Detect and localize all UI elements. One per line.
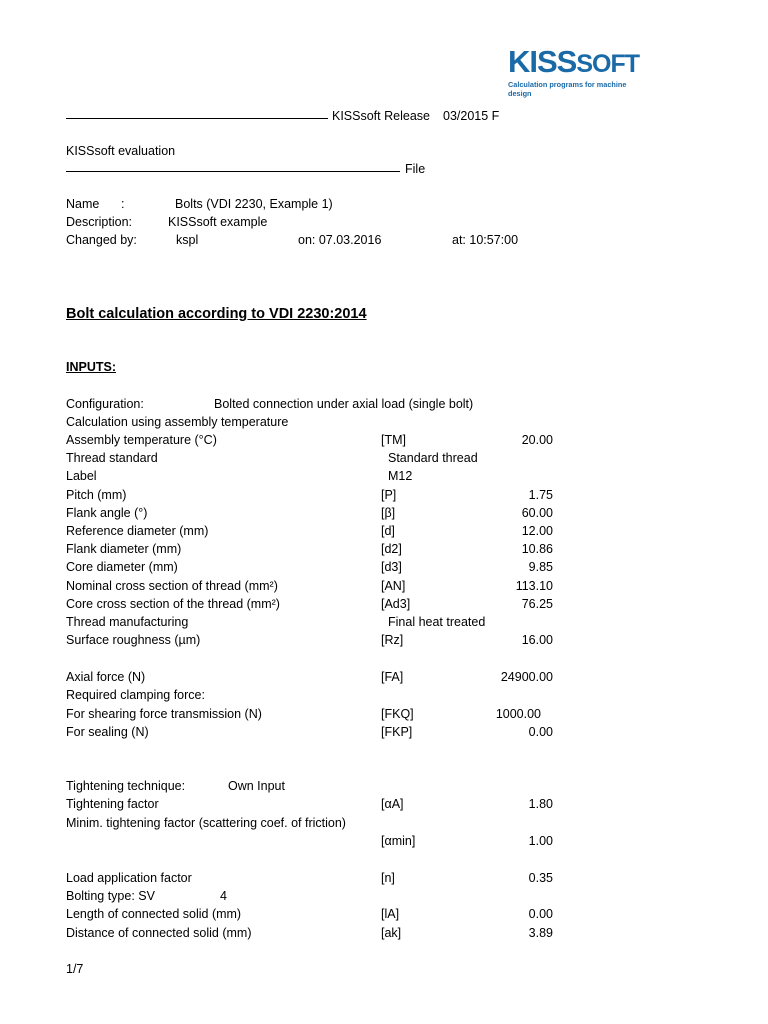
input-row-symbol: [β] <box>381 506 396 520</box>
input-row-label: Thread standard <box>66 451 158 465</box>
connected-length-value: 0.00 <box>528 907 553 921</box>
input-row-symbol: [d2] <box>381 542 402 556</box>
required-clamping-label: Required clamping force: <box>66 688 205 702</box>
input-row-symbol: [d] <box>381 524 395 538</box>
min-tightening-symbol: [αmin] <box>381 834 416 848</box>
inputs-heading: INPUTS: <box>66 360 116 374</box>
input-row-value: 60.00 <box>521 506 553 520</box>
file-label: File <box>405 162 426 176</box>
release-rule <box>66 118 328 119</box>
connected-length-symbol: [lA] <box>381 907 400 921</box>
shear-symbol: [FKQ] <box>381 707 414 721</box>
tightening-technique-value: Own Input <box>228 779 285 793</box>
input-row-label: Core cross section of the thread (mm²) <box>66 597 280 611</box>
input-row-symbol: [Rz] <box>381 633 404 647</box>
configuration-label: Configuration: <box>66 397 144 411</box>
tightening-technique-label: Tightening technique: <box>66 779 186 793</box>
name-colon: : <box>121 197 125 211</box>
input-row-value: 16.00 <box>521 633 553 647</box>
load-application-value: 0.35 <box>528 871 553 885</box>
input-row-label: Pitch (mm) <box>66 488 127 502</box>
input-row-label: Thread manufacturing <box>66 615 189 629</box>
changed-on: on: 07.03.2016 <box>298 233 382 247</box>
sealing-symbol: [FKP] <box>381 725 413 739</box>
logo-text-small: SOFT <box>576 50 640 78</box>
tightening-factor-symbol: [αA] <box>381 797 404 811</box>
input-row-symbol: [AN] <box>381 579 406 593</box>
input-row-value: 9.85 <box>528 560 553 574</box>
kisssoft-logo <box>508 44 640 98</box>
input-row-symbol: [Ad3] <box>381 597 411 611</box>
assembly-note: Calculation using assembly temperature <box>66 415 289 429</box>
input-row-label: Flank angle (°) <box>66 506 148 520</box>
load-application-label: Load application factor <box>66 871 192 885</box>
changed-by-value: kspl <box>176 233 199 247</box>
shear-label: For shearing force transmission (N) <box>66 707 262 721</box>
name-value: Bolts (VDI 2230, Example 1) <box>175 197 333 211</box>
input-row-symbol: [TM] <box>381 433 406 447</box>
input-row-label: Assembly temperature (°C) <box>66 433 217 447</box>
input-row-value: 10.86 <box>521 542 553 556</box>
min-tightening-value: 1.00 <box>528 834 553 848</box>
bolting-type-label: Bolting type: SV <box>66 889 155 903</box>
connected-length-label: Length of connected solid (mm) <box>66 907 242 921</box>
load-application-symbol: [n] <box>381 871 395 885</box>
min-tightening-label: Minim. tightening factor (scattering coef. of friction) <box>66 816 346 830</box>
input-row-text: Standard thread <box>388 451 478 465</box>
input-row-label: Label <box>66 469 97 483</box>
bolting-type-value: 4 <box>220 889 227 903</box>
evaluation-text: KISSsoft evaluation <box>66 144 176 158</box>
axial-force-symbol: [FA] <box>381 670 404 684</box>
document-title: Bolt calculation according to VDI 2230:2014 <box>66 306 367 322</box>
input-row-value: 113.10 <box>515 579 553 593</box>
input-row-value: 20.00 <box>521 433 553 447</box>
input-row-symbol: [d3] <box>381 560 402 574</box>
input-row-symbol: [P] <box>381 488 397 502</box>
logo-text-big: KISS <box>508 44 577 79</box>
connected-distance-symbol: [ak] <box>381 926 402 940</box>
input-row-label: Reference diameter (mm) <box>66 524 209 538</box>
axial-force-label: Axial force (N) <box>66 670 146 684</box>
input-row-label: Surface roughness (µm) <box>66 633 201 647</box>
changed-at: at: 10:57:00 <box>452 233 519 247</box>
connected-distance-value: 3.89 <box>528 926 553 940</box>
changed-by-label: Changed by: <box>66 233 137 247</box>
tightening-factor-value: 1.80 <box>528 797 553 811</box>
tightening-factor-label: Tightening factor <box>66 797 159 811</box>
input-row-text: M12 <box>388 469 413 483</box>
logo-tagline: Calculation programs for machine design <box>508 80 627 98</box>
input-row-value: 12.00 <box>521 524 553 538</box>
input-row-label: Nominal cross section of thread (mm²) <box>66 579 278 593</box>
page-number: 1/7 <box>66 962 84 976</box>
input-row-text: Final heat treated <box>388 615 486 629</box>
name-label: Name <box>66 197 100 211</box>
sealing-value: 0.00 <box>528 725 553 739</box>
input-row-label: Core diameter (mm) <box>66 560 178 574</box>
connected-distance-label: Distance of connected solid (mm) <box>66 926 252 940</box>
input-row-label: Flank diameter (mm) <box>66 542 182 556</box>
description-value: KISSsoft example <box>168 215 268 229</box>
shear-value: 1000.00 <box>495 707 541 721</box>
sealing-label: For sealing (N) <box>66 725 149 739</box>
input-row-value: 1.75 <box>528 488 553 502</box>
description-label: Description: <box>66 215 132 229</box>
input-row-value: 76.25 <box>521 597 553 611</box>
release-value: 03/2015 F <box>443 109 500 123</box>
release-label: KISSsoft Release <box>332 109 430 123</box>
file-rule <box>66 171 400 172</box>
axial-force-value: 24900.00 <box>500 670 553 684</box>
configuration-value: Bolted connection under axial load (single bolt) <box>214 397 474 411</box>
